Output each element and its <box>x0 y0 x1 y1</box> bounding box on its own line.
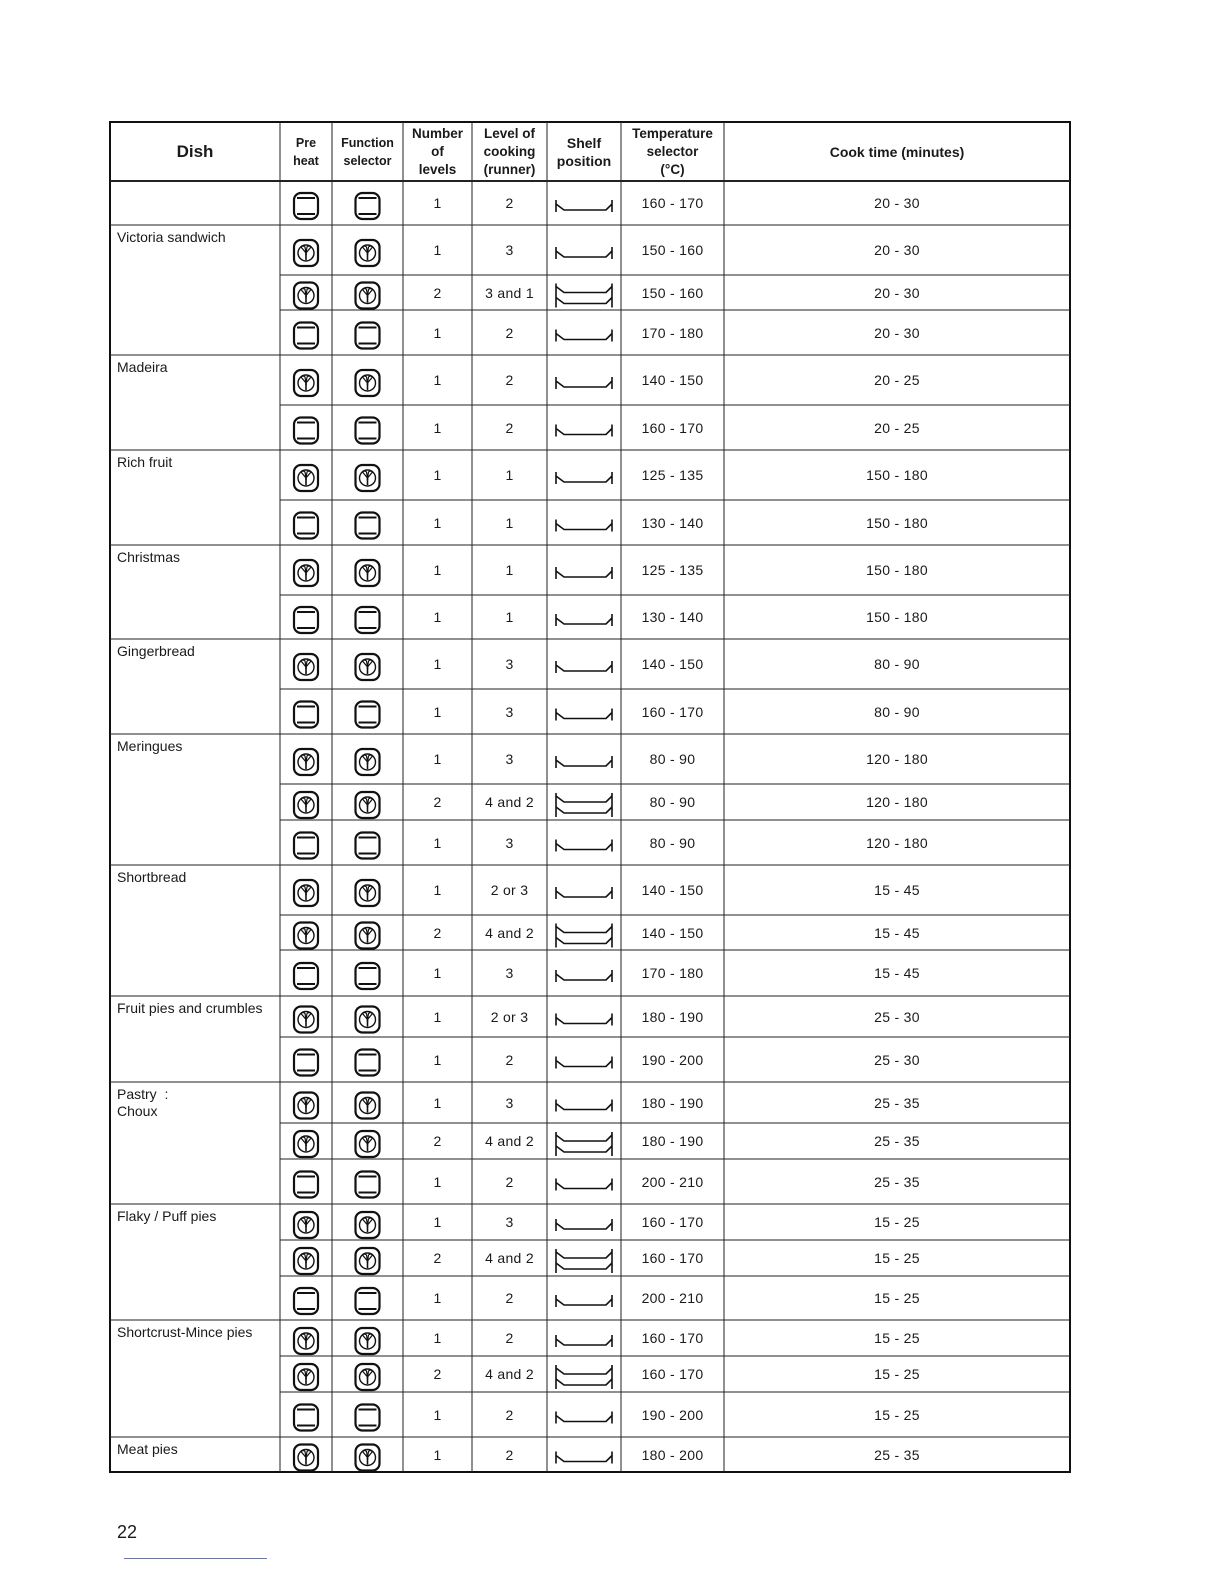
conventional-oven-icon <box>356 323 380 349</box>
single-shelf-icon <box>556 1452 612 1464</box>
runner-cell: 2 <box>505 1406 514 1423</box>
temperature-cell: 160 - 170 <box>641 419 704 436</box>
cook-time-cell: 150 - 180 <box>866 514 928 531</box>
runner-cell: 4 and 2 <box>485 1250 534 1266</box>
header-cook-time: Cook time (minutes) <box>829 143 965 160</box>
fan-oven-icon <box>356 1248 380 1274</box>
fan-oven-icon <box>356 465 380 491</box>
conventional-oven-icon <box>294 1405 318 1431</box>
levels-cell: 1 <box>433 195 442 211</box>
levels-cell: 1 <box>433 242 442 258</box>
temperature-cell: 170 - 180 <box>641 324 704 341</box>
levels-cell: 1 <box>433 1051 442 1068</box>
dish-label: Christmas <box>117 549 181 565</box>
single-shelf-icon <box>556 1295 612 1307</box>
runner-cell: 4 and 2 <box>485 1133 534 1149</box>
double-shelf-icon <box>556 1132 612 1156</box>
cook-time-cell: 150 - 180 <box>866 609 928 625</box>
single-shelf-icon <box>556 330 612 342</box>
single-shelf-icon <box>556 887 612 899</box>
single-shelf-icon <box>556 1014 612 1026</box>
single-shelf-icon <box>556 247 612 259</box>
single-shelf-icon <box>556 756 612 768</box>
fan-oven-icon <box>294 1248 318 1274</box>
temperature-cell: 170 - 180 <box>641 965 704 981</box>
fan-oven-icon <box>356 654 380 680</box>
conventional-oven-icon <box>356 702 380 728</box>
conventional-oven-icon <box>356 1172 380 1198</box>
conventional-oven-icon <box>356 193 380 219</box>
runner-cell: 2 <box>505 1051 514 1068</box>
cook-time-cell: 25 - 35 <box>874 1094 920 1111</box>
temperature-cell: 150 - 160 <box>641 284 704 301</box>
page-number: 22 <box>117 1522 138 1542</box>
double-shelf-icon <box>556 1249 612 1273</box>
single-shelf-icon <box>556 970 612 982</box>
single-shelf-icon <box>556 567 612 579</box>
levels-cell: 1 <box>433 1406 442 1423</box>
levels-cell: 1 <box>433 656 442 672</box>
temperature-cell: 160 - 170 <box>641 1214 704 1230</box>
conventional-oven-icon <box>294 323 318 349</box>
temperature-cell: 160 - 170 <box>641 1366 704 1382</box>
conventional-oven-icon <box>294 513 318 539</box>
single-shelf-icon <box>556 1219 612 1231</box>
cook-time-cell: 120 - 180 <box>866 834 928 851</box>
runner-cell: 1 <box>505 562 514 578</box>
temperature-cell: 190 - 200 <box>641 1051 704 1068</box>
conventional-oven-icon <box>294 963 318 989</box>
single-shelf-icon <box>556 520 612 532</box>
levels-cell: 1 <box>433 834 442 851</box>
levels-cell: 1 <box>433 1214 442 1230</box>
fan-oven-icon <box>356 1212 380 1238</box>
temperature-cell: 130 - 140 <box>641 609 704 625</box>
fan-oven-icon <box>356 1131 380 1157</box>
levels-cell: 1 <box>433 751 442 767</box>
header-dish: Dish <box>176 141 214 161</box>
runner-cell: 1 <box>505 467 514 483</box>
fan-oven-icon <box>294 1212 318 1238</box>
levels-cell: 2 <box>433 924 442 941</box>
conventional-oven-icon <box>294 1288 318 1314</box>
runner-cell: 2 <box>505 1330 514 1346</box>
temperature-cell: 125 - 135 <box>641 467 704 483</box>
fan-oven-icon <box>356 1007 380 1033</box>
runner-cell: 3 <box>505 751 514 767</box>
runner-cell: 2 or 3 <box>490 882 529 898</box>
fan-oven-icon <box>294 1328 318 1354</box>
temperature-cell: 160 - 170 <box>641 1330 704 1346</box>
cook-time-cell: 15 - 45 <box>874 965 920 981</box>
single-shelf-icon <box>556 1335 612 1347</box>
runner-cell: 2 <box>505 372 514 388</box>
runner-cell: 2 <box>505 1446 514 1463</box>
cook-time-cell: 25 - 35 <box>874 1133 920 1149</box>
fan-oven-icon <box>356 1445 380 1471</box>
levels-cell: 1 <box>433 467 442 483</box>
levels-cell: 1 <box>433 965 442 981</box>
runner-cell: 3 <box>505 242 514 258</box>
header-number-of-levels: Number of levels <box>411 125 463 177</box>
runner-cell: 3 <box>505 965 514 981</box>
cook-time-cell: 15 - 25 <box>874 1366 920 1382</box>
conventional-oven-icon <box>356 1050 380 1076</box>
runner-cell: 3 <box>505 1094 514 1111</box>
dish-label: Flaky / Puff pies <box>117 1208 217 1224</box>
temperature-cell: 160 - 170 <box>641 195 704 211</box>
levels-cell: 1 <box>433 1008 442 1025</box>
conventional-oven-icon <box>294 607 318 633</box>
dish-label: Shortcrust-Mince pies <box>117 1324 253 1340</box>
fan-oven-icon <box>356 1328 380 1354</box>
dish-label: Madeira <box>117 359 168 375</box>
levels-cell: 1 <box>433 703 442 720</box>
single-shelf-icon <box>556 1412 612 1424</box>
temperature-cell: 125 - 135 <box>641 562 704 578</box>
cook-time-cell: 15 - 25 <box>874 1330 920 1346</box>
fan-oven-icon <box>294 1131 318 1157</box>
conventional-oven-icon <box>356 607 380 633</box>
cook-time-cell: 20 - 25 <box>874 372 920 388</box>
runner-cell: 3 <box>505 703 514 720</box>
dish-label: Pastry : Choux <box>117 1086 169 1119</box>
levels-cell: 1 <box>433 882 442 898</box>
single-shelf-icon <box>556 377 612 389</box>
cook-time-cell: 25 - 35 <box>874 1173 920 1190</box>
single-shelf-icon <box>556 661 612 673</box>
header-temperature-selector: Temperature selector (°C) <box>632 125 713 177</box>
temperature-cell: 80 - 90 <box>649 834 696 851</box>
cook-time-cell: 15 - 45 <box>874 924 920 941</box>
fan-oven-icon <box>294 465 318 491</box>
single-shelf-icon <box>556 1179 612 1191</box>
fan-oven-icon <box>294 560 318 586</box>
temperature-cell: 160 - 170 <box>641 1250 704 1266</box>
double-shelf-icon <box>556 284 612 308</box>
temperature-cell: 140 - 150 <box>641 882 704 898</box>
fan-oven-icon <box>294 792 318 818</box>
runner-cell: 2 <box>505 195 514 211</box>
fan-oven-icon <box>294 1445 318 1471</box>
conventional-oven-icon <box>356 418 380 444</box>
conventional-oven-icon <box>356 1405 380 1431</box>
runner-cell: 1 <box>505 609 514 625</box>
fan-oven-icon <box>294 1007 318 1033</box>
levels-cell: 2 <box>433 1250 442 1266</box>
cook-time-cell: 80 - 90 <box>874 656 920 672</box>
temperature-cell: 130 - 140 <box>641 514 704 531</box>
fan-oven-icon <box>294 370 318 396</box>
single-shelf-icon <box>556 614 612 626</box>
fan-oven-icon <box>356 880 380 906</box>
temperature-cell: 180 - 190 <box>641 1133 704 1149</box>
header-level-of-cooking: Level of cooking (runner) <box>483 125 536 177</box>
cook-time-cell: 150 - 180 <box>866 467 928 483</box>
cook-time-cell: 120 - 180 <box>866 751 928 767</box>
cook-time-cell: 15 - 25 <box>874 1214 920 1230</box>
temperature-cell: 190 - 200 <box>641 1406 704 1423</box>
double-shelf-icon <box>556 924 612 948</box>
runner-cell: 2 <box>505 324 514 341</box>
levels-cell: 1 <box>433 1094 442 1111</box>
temperature-cell: 180 - 190 <box>641 1094 704 1111</box>
single-shelf-icon <box>556 200 612 212</box>
levels-cell: 1 <box>433 1290 442 1306</box>
dish-label: Gingerbread <box>117 643 195 659</box>
cook-time-cell: 80 - 90 <box>874 703 920 720</box>
cook-time-cell: 20 - 25 <box>874 419 920 436</box>
levels-cell: 1 <box>433 609 442 625</box>
conventional-oven-icon <box>356 833 380 859</box>
fan-oven-icon <box>294 749 318 775</box>
fan-oven-icon <box>356 1364 380 1390</box>
fan-oven-icon <box>356 240 380 266</box>
runner-cell: 2 <box>505 419 514 436</box>
levels-cell: 2 <box>433 284 442 301</box>
runner-cell: 3 <box>505 834 514 851</box>
conventional-oven-icon <box>294 418 318 444</box>
conventional-oven-icon <box>356 1288 380 1314</box>
runner-cell: 3 <box>505 1214 514 1230</box>
conventional-oven-icon <box>356 963 380 989</box>
conventional-oven-icon <box>356 513 380 539</box>
single-shelf-icon <box>556 1057 612 1069</box>
levels-cell: 1 <box>433 372 442 388</box>
fan-oven-icon <box>294 654 318 680</box>
cook-time-cell: 15 - 25 <box>874 1406 920 1423</box>
fan-oven-icon <box>356 749 380 775</box>
levels-cell: 1 <box>433 1446 442 1463</box>
levels-cell: 1 <box>433 562 442 578</box>
temperature-cell: 200 - 210 <box>641 1173 704 1190</box>
runner-cell: 2 <box>505 1173 514 1190</box>
temperature-cell: 180 - 200 <box>641 1446 704 1463</box>
cook-time-cell: 25 - 30 <box>874 1008 920 1025</box>
levels-cell: 1 <box>433 1173 442 1190</box>
single-shelf-icon <box>556 472 612 484</box>
cook-time-cell: 25 - 35 <box>874 1446 920 1463</box>
conventional-oven-icon <box>294 1172 318 1198</box>
dish-label: Fruit pies and crumbles <box>117 1000 263 1016</box>
runner-cell: 4 and 2 <box>485 1366 534 1382</box>
temperature-cell: 200 - 210 <box>641 1290 704 1306</box>
double-shelf-icon <box>556 1365 612 1389</box>
temperature-cell: 80 - 90 <box>649 794 696 810</box>
fan-oven-icon <box>294 923 318 949</box>
fan-oven-icon <box>294 880 318 906</box>
fan-oven-icon <box>294 1364 318 1390</box>
levels-cell: 1 <box>433 324 442 341</box>
fan-oven-icon <box>356 560 380 586</box>
single-shelf-icon <box>556 1100 612 1112</box>
levels-cell: 1 <box>433 419 442 436</box>
dish-label: Rich fruit <box>117 454 173 470</box>
levels-cell: 2 <box>433 1366 442 1382</box>
runner-cell: 1 <box>505 514 514 531</box>
cook-time-cell: 15 - 25 <box>874 1250 920 1266</box>
temperature-cell: 140 - 150 <box>641 924 704 941</box>
single-shelf-icon <box>556 425 612 437</box>
cook-time-cell: 25 - 30 <box>874 1051 920 1068</box>
levels-cell: 2 <box>433 1133 442 1149</box>
fan-oven-icon <box>356 370 380 396</box>
temperature-cell: 80 - 90 <box>649 751 696 767</box>
fan-oven-icon <box>356 792 380 818</box>
runner-cell: 4 and 2 <box>485 794 534 810</box>
single-shelf-icon <box>556 709 612 721</box>
temperature-cell: 140 - 150 <box>641 656 704 672</box>
fan-oven-icon <box>356 923 380 949</box>
dish-label: Meat pies <box>117 1441 178 1457</box>
cook-time-cell: 20 - 30 <box>874 195 920 211</box>
dish-label: Victoria sandwich <box>117 229 226 245</box>
cook-time-cell: 150 - 180 <box>866 562 928 578</box>
runner-cell: 4 and 2 <box>485 924 534 941</box>
footer-rule <box>124 1558 267 1559</box>
temperature-cell: 140 - 150 <box>641 372 704 388</box>
runner-cell: 2 or 3 <box>490 1008 529 1025</box>
temperature-cell: 150 - 160 <box>641 242 704 258</box>
cook-time-cell: 20 - 30 <box>874 284 920 301</box>
conventional-oven-icon <box>294 833 318 859</box>
cook-time-cell: 20 - 30 <box>874 242 920 258</box>
header-shelf-position: Shelf position <box>556 134 612 169</box>
temperature-cell: 180 - 190 <box>641 1008 704 1025</box>
cook-time-cell: 20 - 30 <box>874 324 920 341</box>
cook-time-cell: 15 - 45 <box>874 882 920 898</box>
fan-oven-icon <box>294 1093 318 1119</box>
levels-cell: 1 <box>433 1330 442 1346</box>
levels-cell: 1 <box>433 514 442 531</box>
conventional-oven-icon <box>294 193 318 219</box>
runner-cell: 3 and 1 <box>485 284 534 301</box>
double-shelf-icon <box>556 793 612 817</box>
fan-oven-icon <box>294 240 318 266</box>
header-function-selector: Function selector <box>341 135 394 168</box>
levels-cell: 2 <box>433 794 442 810</box>
header-preheat: Pre heat <box>293 135 319 168</box>
cook-time-cell: 15 - 25 <box>874 1290 920 1306</box>
fan-oven-icon <box>294 283 318 309</box>
single-shelf-icon <box>556 840 612 852</box>
temperature-cell: 160 - 170 <box>641 703 704 720</box>
dish-label: Meringues <box>117 738 183 754</box>
cook-time-cell: 120 - 180 <box>866 794 928 810</box>
conventional-oven-icon <box>294 1050 318 1076</box>
runner-cell: 3 <box>505 656 514 672</box>
fan-oven-icon <box>356 283 380 309</box>
conventional-oven-icon <box>294 702 318 728</box>
runner-cell: 2 <box>505 1290 514 1306</box>
fan-oven-icon <box>356 1093 380 1119</box>
dish-label: Shortbread <box>117 869 187 885</box>
